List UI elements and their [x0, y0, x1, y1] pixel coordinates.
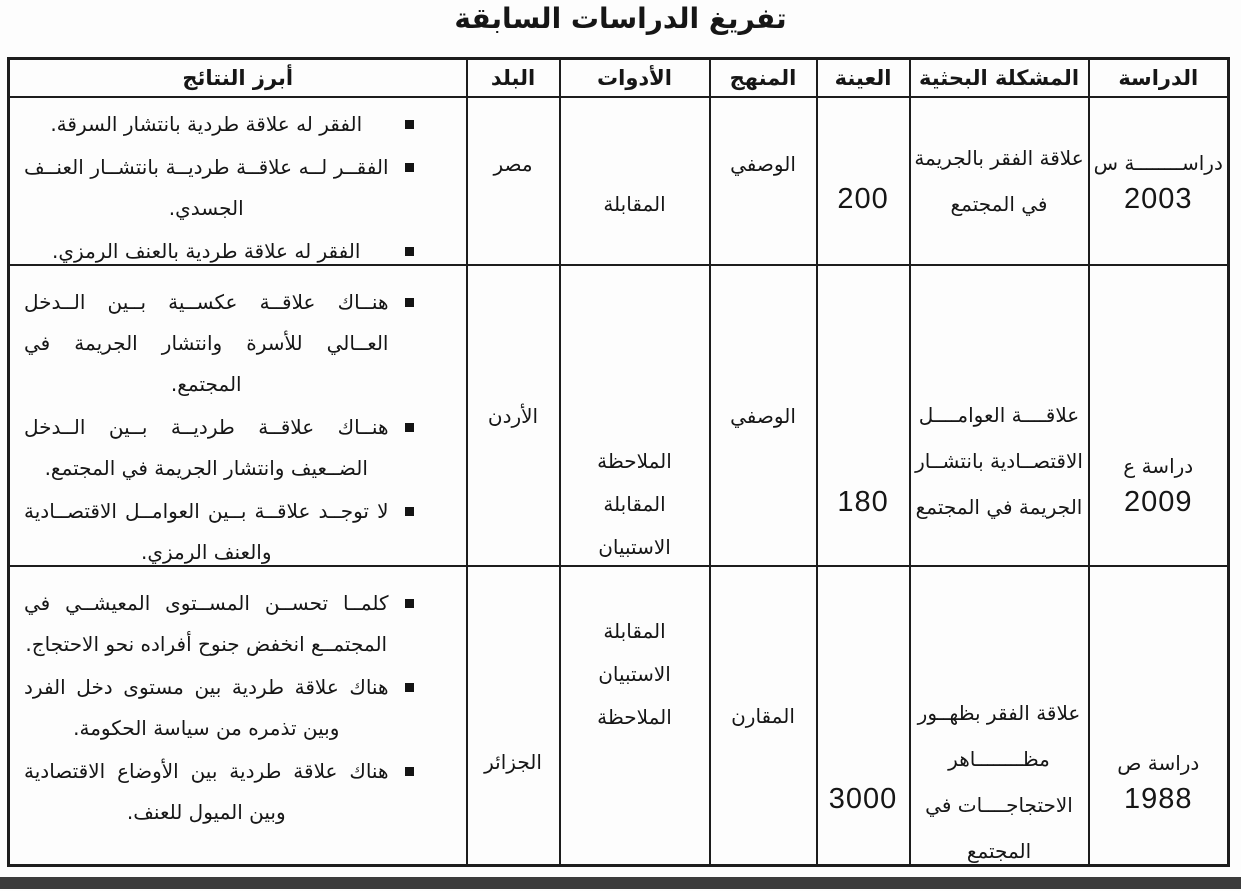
country-value: مصر — [493, 152, 533, 176]
tools-list — [561, 440, 709, 565]
result-item: هنــاك علاقــة طرديــة بــين الــدخل الضــعيف وانتشار الجريمة في المجتمع. — [10, 407, 466, 489]
study-year: 2009 — [1124, 486, 1193, 518]
sample-value: 3000 — [828, 783, 898, 815]
result-item: الفقر له علاقة طردية بانتشار السرقة. — [10, 104, 466, 145]
header-country: البلد — [467, 59, 560, 98]
problem-cell — [910, 566, 1089, 866]
sample-cell — [817, 265, 910, 566]
study-year: 1988 — [1124, 783, 1193, 815]
study-year: 2003 — [1124, 182, 1193, 215]
result-item: هنــاك علاقــة عكســية بــين الــدخل العــالي للأسرة وانتشار الجريمة في المجتمع. — [10, 282, 466, 405]
study-name: دراســــــــة س — [1093, 150, 1223, 175]
country-value: الأردن — [487, 403, 539, 428]
method-value: المقارن — [731, 703, 795, 728]
tools-cell — [560, 566, 710, 866]
problem-line: الاقتصــادية بانتشــار — [915, 448, 1083, 473]
tools-list — [561, 183, 709, 226]
result-item: هناك علاقة طردية بين مستوى دخل الفرد وبين تذمره من سياسة الحكومة. — [10, 667, 466, 749]
study-cell — [1089, 265, 1229, 566]
table-row — [9, 566, 1229, 866]
study-name: دراسة ص — [1117, 751, 1200, 775]
method-value: الوصفي — [730, 152, 796, 176]
results-list — [10, 583, 466, 833]
result-item: هناك علاقة طردية بين الأوضاع الاقتصادية وبين الميول للعنف. — [10, 751, 466, 833]
results-list — [10, 104, 466, 264]
previous-studies-table — [7, 57, 1230, 867]
results-cell — [9, 97, 467, 265]
page-title: تفريغ الدراسات السابقة — [454, 2, 787, 35]
problem-line: المجتمع — [966, 838, 1032, 863]
tool-item: الملاحظة — [597, 449, 672, 473]
result-item: كلمــا تحســن المســتوى المعيشــي في المجتمــع انخفض جنوح أفراده نحو الاحتجاج. — [10, 583, 466, 665]
result-item: الفقر له علاقة طردية بالعنف الرمزي. — [10, 231, 466, 264]
table-row — [9, 265, 1229, 566]
method-value: الوصفي — [730, 403, 796, 428]
tool-item: الملاحظة — [597, 705, 672, 729]
problem-line: علاقــــة العوامــــل — [918, 402, 1080, 427]
study-cell — [1089, 97, 1229, 265]
country-cell — [467, 97, 560, 265]
tools-list — [561, 610, 709, 739]
problem-line: الجريمة في المجتمع — [915, 494, 1083, 519]
results-cell — [9, 265, 467, 566]
results-cell — [9, 566, 467, 866]
tool-item: المقابلة — [603, 191, 666, 216]
problem-cell — [910, 265, 1089, 566]
method-cell — [710, 566, 817, 866]
country-cell — [467, 566, 560, 866]
header-problem: المشكلة البحثية — [910, 59, 1089, 98]
tool-item: المقابلة — [603, 492, 666, 516]
country-value: الجزائر — [484, 749, 542, 774]
result-item: لا توجــد علاقــة بــين العوامــل الاقتصــادية والعنف الرمزي. — [10, 491, 466, 565]
table-row — [9, 97, 1229, 265]
problem-line: الاحتجاجــــات في — [925, 792, 1073, 817]
problem-lines — [911, 690, 1088, 865]
problem-line: في المجتمع — [950, 192, 1048, 216]
problem-lines — [911, 392, 1088, 530]
scanner-edge-bar — [0, 877, 1241, 889]
problem-lines — [911, 135, 1088, 227]
results-list — [10, 282, 466, 565]
problem-cell — [910, 97, 1089, 265]
study-name: دراسة ع — [1123, 454, 1194, 478]
tools-cell — [560, 97, 710, 265]
header-sample: العينة — [817, 59, 910, 98]
header-study: الدراسة — [1089, 59, 1229, 98]
header-results: أبرز النتائج — [9, 59, 467, 98]
sample-cell — [817, 97, 910, 265]
tool-item: الاستبيان — [598, 662, 671, 686]
method-cell — [710, 265, 817, 566]
sample-value: 200 — [837, 182, 889, 215]
country-cell — [467, 265, 560, 566]
problem-line: علاقة الفقر بالجريمة — [914, 146, 1084, 170]
tools-cell — [560, 265, 710, 566]
tool-item: الاستبيان — [598, 535, 671, 559]
tool-item: المقابلة — [603, 619, 666, 643]
problem-line: علاقة الفقر بظهــور — [917, 700, 1081, 725]
header-tools: الأدوات — [560, 59, 710, 98]
table-header-row — [9, 59, 1229, 98]
sample-cell — [817, 566, 910, 866]
problem-line: مظــــــــاهر — [948, 746, 1050, 771]
study-cell — [1089, 566, 1229, 866]
sample-value: 180 — [837, 486, 889, 518]
header-method: المنهج — [710, 59, 817, 98]
result-item: الفقــر لــه علاقــة طرديــة بانتشــار العنــف الجسدي. — [10, 147, 466, 229]
method-cell — [710, 97, 817, 265]
